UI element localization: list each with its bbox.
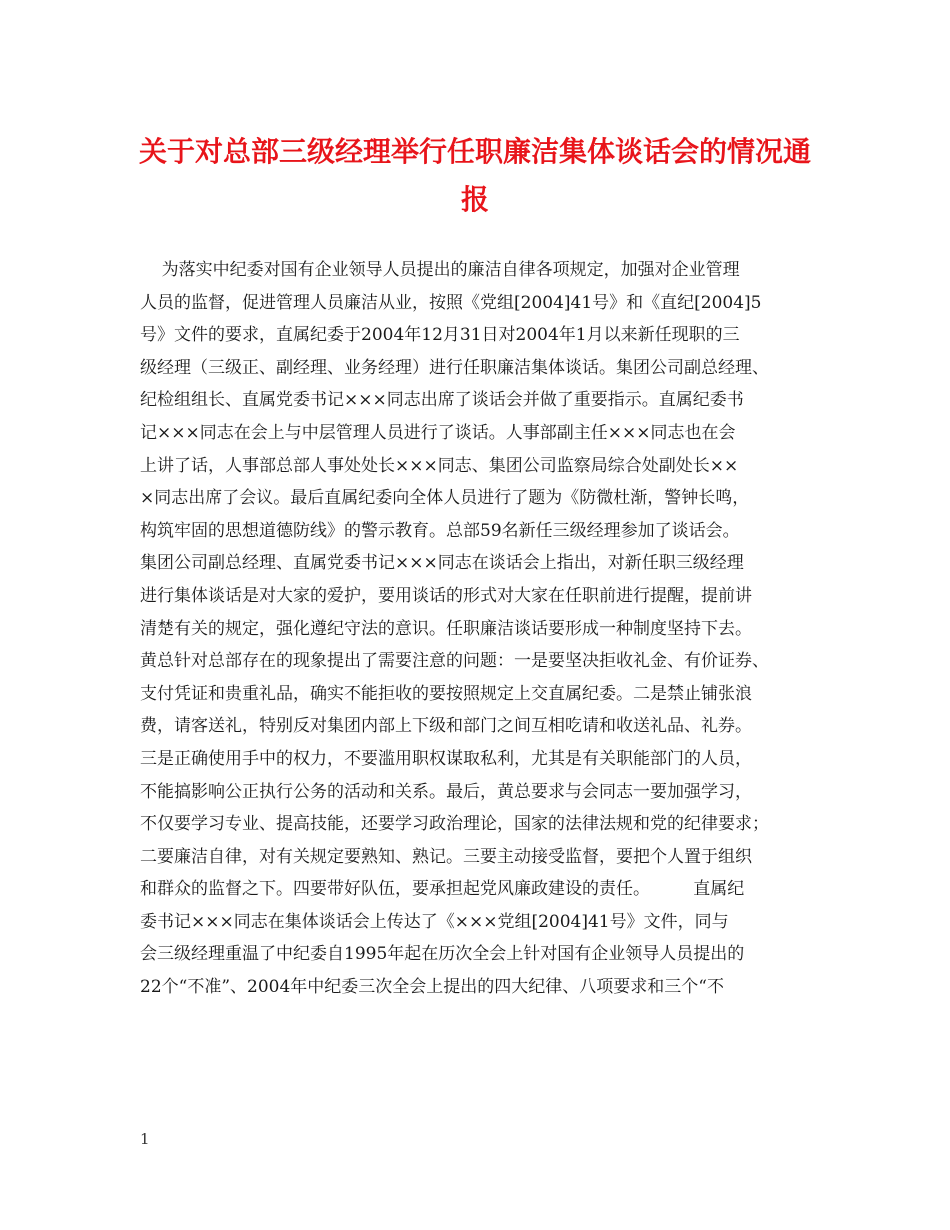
body-line: 集团公司副总经理、直属党委书记×××同志在谈话会上指出，对新任职三级经理 <box>140 553 744 574</box>
body-line: 构筑牢固的思想道德防线》的警示教育。总部59名新任三级经理参加了谈话会。 <box>140 520 740 541</box>
page-number: 1 <box>140 1130 150 1148</box>
body-line: 上讲了话，人事部总部人事处处长×××同志、集团公司监察局综合处副处长×× <box>140 455 739 476</box>
body-line: 会三级经理重温了中纪委自1995年起在历次全会上针对国有企业领导人员提出的 <box>140 944 745 965</box>
body-line: 记×××同志在会上与中层管理人员进行了谈话。人事部副主任×××同志也在会 <box>140 422 736 443</box>
body-line: 费，请客送礼，特别反对集团内部上下级和部门之间互相吃请和收送礼品、礼券。 <box>140 716 752 737</box>
body-line: 人员的监督，促进管理人员廉洁从业，按照《党组[2004]41号》和《直纪[2004]5 <box>140 292 762 313</box>
body-line: 黄总针对总部存在的现象提出了需要注意的问题：一是要坚决拒收礼金、有价证券、 <box>140 651 769 672</box>
body-line: ×同志出席了会议。最后直属纪委向全体人员进行了题为《防微杜渐，警钟长鸣， <box>140 488 750 509</box>
document-title <box>130 128 820 224</box>
body-line: 委书记×××同志在集体谈话会上传达了《×××党组[2004]41号》文件，同与 <box>140 911 729 932</box>
body-line: 级经理（三级正、副经理、业务经理）进行任职廉洁集体谈话。集团公司副总经理、 <box>140 357 769 378</box>
title-line-1: 关于对总部三级经理举行任职廉洁集体谈话会的情况通 <box>138 135 811 168</box>
body-line: 和群众的监督之下。四要带好队伍，要承担起党风廉政建设的责任。 直属纪 <box>140 879 745 900</box>
body-line: 纪检组组长、直属党委书记×××同志出席了谈话会并做了重要指示。直属纪委书 <box>140 390 744 411</box>
document-body <box>140 254 830 1004</box>
body-line: 不能搞影响公正执行公务的活动和关系。最后，黄总要求与会同志一要加强学习， <box>140 781 752 802</box>
body-line: 清楚有关的规定，强化遵纪守法的意识。任职廉洁谈话要形成一种制度坚持下去。 <box>140 618 752 639</box>
body-line: 进行集体谈话是对大家的爱护，要用谈话的形式对大家在任职前进行提醒，提前讲 <box>140 585 752 606</box>
body-line: 支付凭证和贵重礼品，确实不能拒收的要按照规定上交直属纪委。二是禁止铺张浪 <box>140 683 752 704</box>
body-line: 号》文件的要求，直属纪委于2004年12月31日对2004年1月以来新任现职的三 <box>140 325 740 346</box>
body-line: 三是正确使用手中的权力，不要滥用职权谋取私利，尤其是有关职能部门的人员， <box>140 748 752 769</box>
body-line: 不仅要学习专业、提高技能，还要学习政治理论，国家的法律法规和党的纪律要求； <box>140 814 769 835</box>
body-line: 二要廉洁自律，对有关规定要熟知、熟记。三要主动接受监督，要把个人置于组织 <box>140 846 752 867</box>
body-line: 为落实中纪委对国有企业领导人员提出的廉洁自律各项规定，加强对企业管理 <box>140 260 740 280</box>
title-line-2: 报 <box>460 183 489 216</box>
body-line: 22个“不准”、2004年中纪委三次全会上提出的四大纪律、八项要求和三个“不 <box>140 977 724 998</box>
